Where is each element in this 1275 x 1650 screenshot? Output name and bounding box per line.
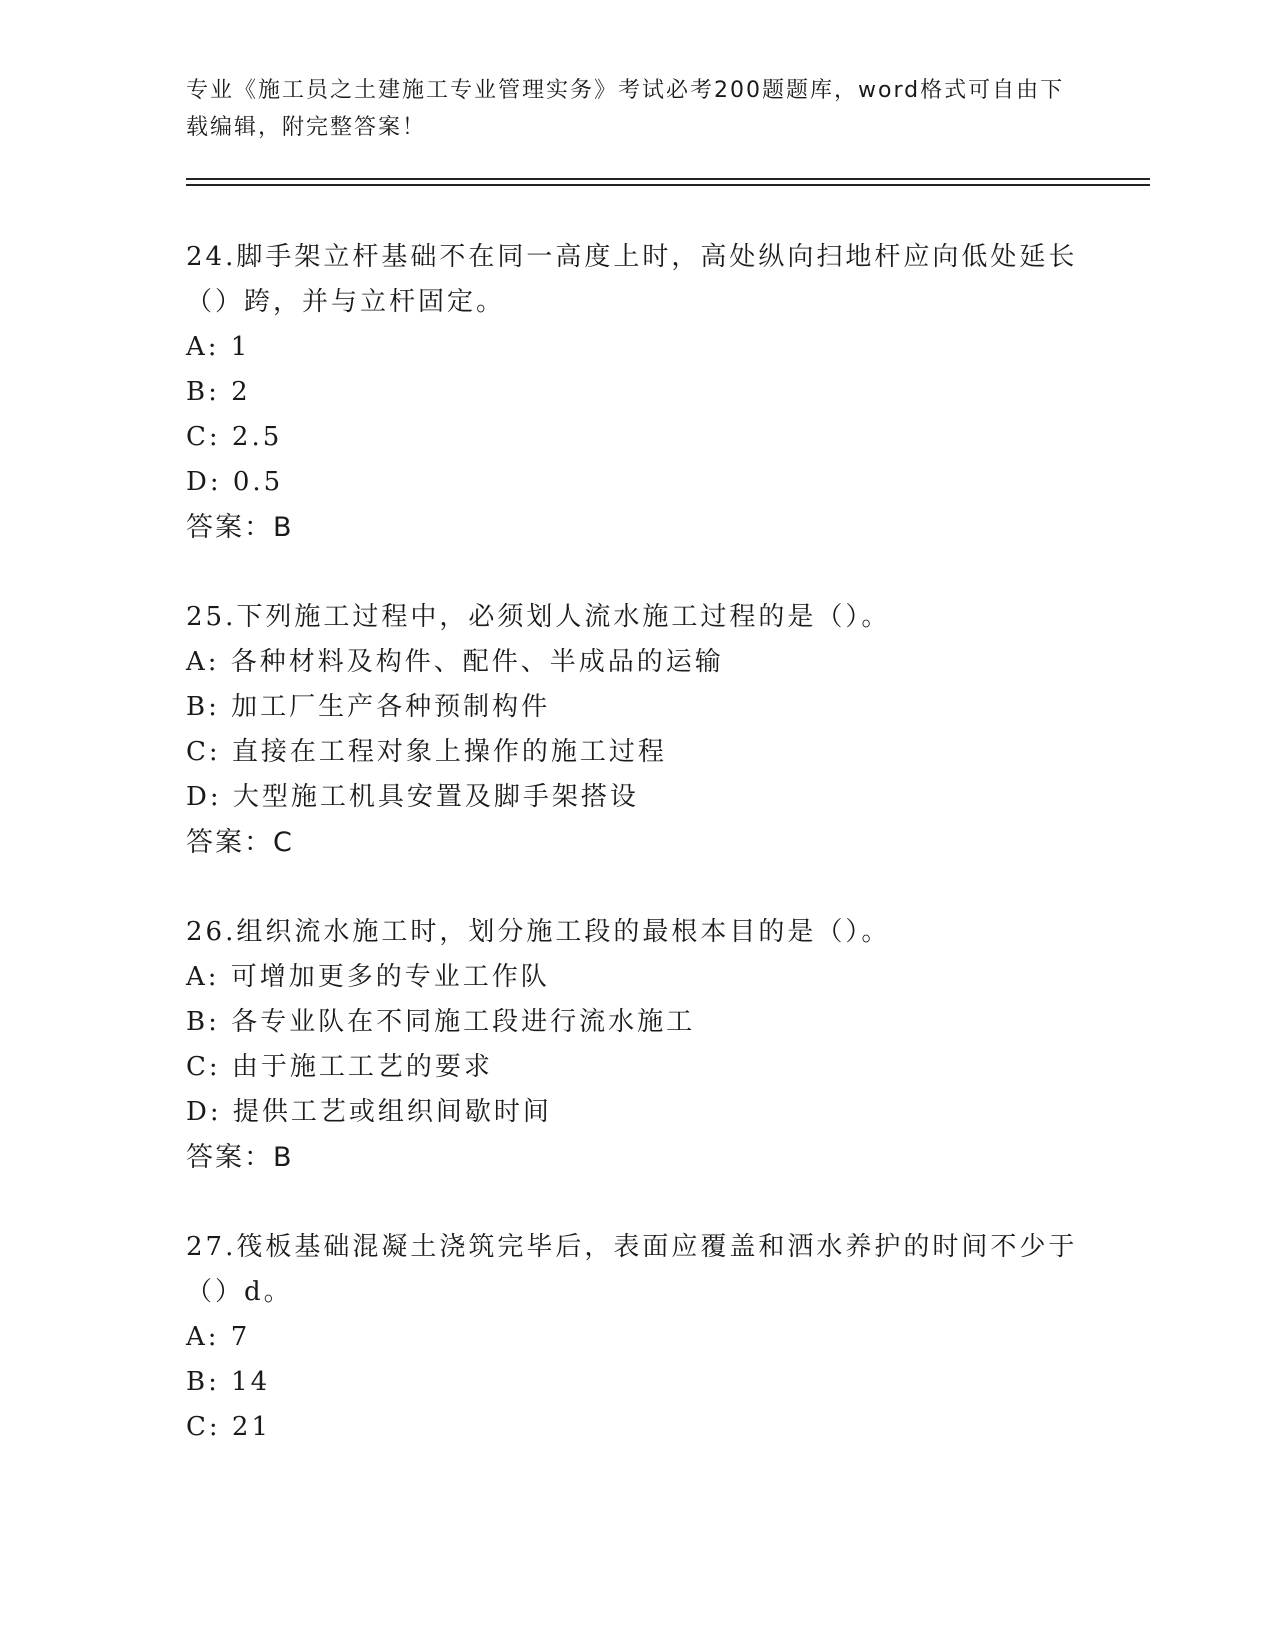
answer: 答案：C [186, 827, 294, 858]
option-a: A: 7 [186, 1322, 251, 1352]
option-d: D: 0.5 [186, 467, 284, 497]
option-c: C: 21 [186, 1412, 272, 1442]
question-27 [186, 1225, 1086, 1450]
option-c: C: 由于施工工艺的要求 [186, 1052, 493, 1082]
answer: 答案：B [186, 1142, 294, 1173]
option-b: B: 2 [186, 377, 251, 407]
question-stem: 26.组织流水施工时，划分施工段的最根本目的是（）。 [186, 917, 891, 947]
option-a: A: 可增加更多的专业工作队 [186, 962, 550, 992]
header-divider-bottom [186, 184, 1150, 186]
option-d: D: 提供工艺或组织间歇时间 [186, 1097, 552, 1127]
answer: 答案：B [186, 512, 294, 543]
option-a: A: 各种材料及构件、配件、半成品的运输 [186, 647, 724, 677]
question-26 [186, 910, 1086, 1183]
option-b: B: 14 [186, 1367, 271, 1397]
question-list [186, 235, 1086, 1492]
question-stem: 24.脚手架立杆基础不在同一高度上时，高处纵向扫地杆应向低处延长（）跨，并与立杆固定。 [186, 242, 1078, 317]
option-c: C: 直接在工程对象上操作的施工过程 [186, 737, 667, 767]
question-stem: 25.下列施工过程中，必须划人流水施工过程的是（）。 [186, 602, 891, 632]
option-c: C: 2.5 [186, 422, 283, 452]
option-d: D: 大型施工机具安置及脚手架搭设 [186, 782, 639, 812]
option-b: B: 各专业队在不同施工段进行流水施工 [186, 1007, 696, 1037]
option-b: B: 加工厂生产各种预制构件 [186, 692, 551, 722]
question-25 [186, 595, 1086, 868]
question-24 [186, 235, 1086, 553]
document-header: 专业《施工员之土建施工专业管理实务》考试必考200题题库，word格式可自由下载编辑，附完整答案！ [186, 78, 1065, 140]
question-stem: 27.筏板基础混凝土浇筑完毕后，表面应覆盖和洒水养护的时间不少于（）d。 [186, 1232, 1078, 1307]
header-divider-top [186, 178, 1150, 180]
option-a: A: 1 [186, 332, 251, 362]
